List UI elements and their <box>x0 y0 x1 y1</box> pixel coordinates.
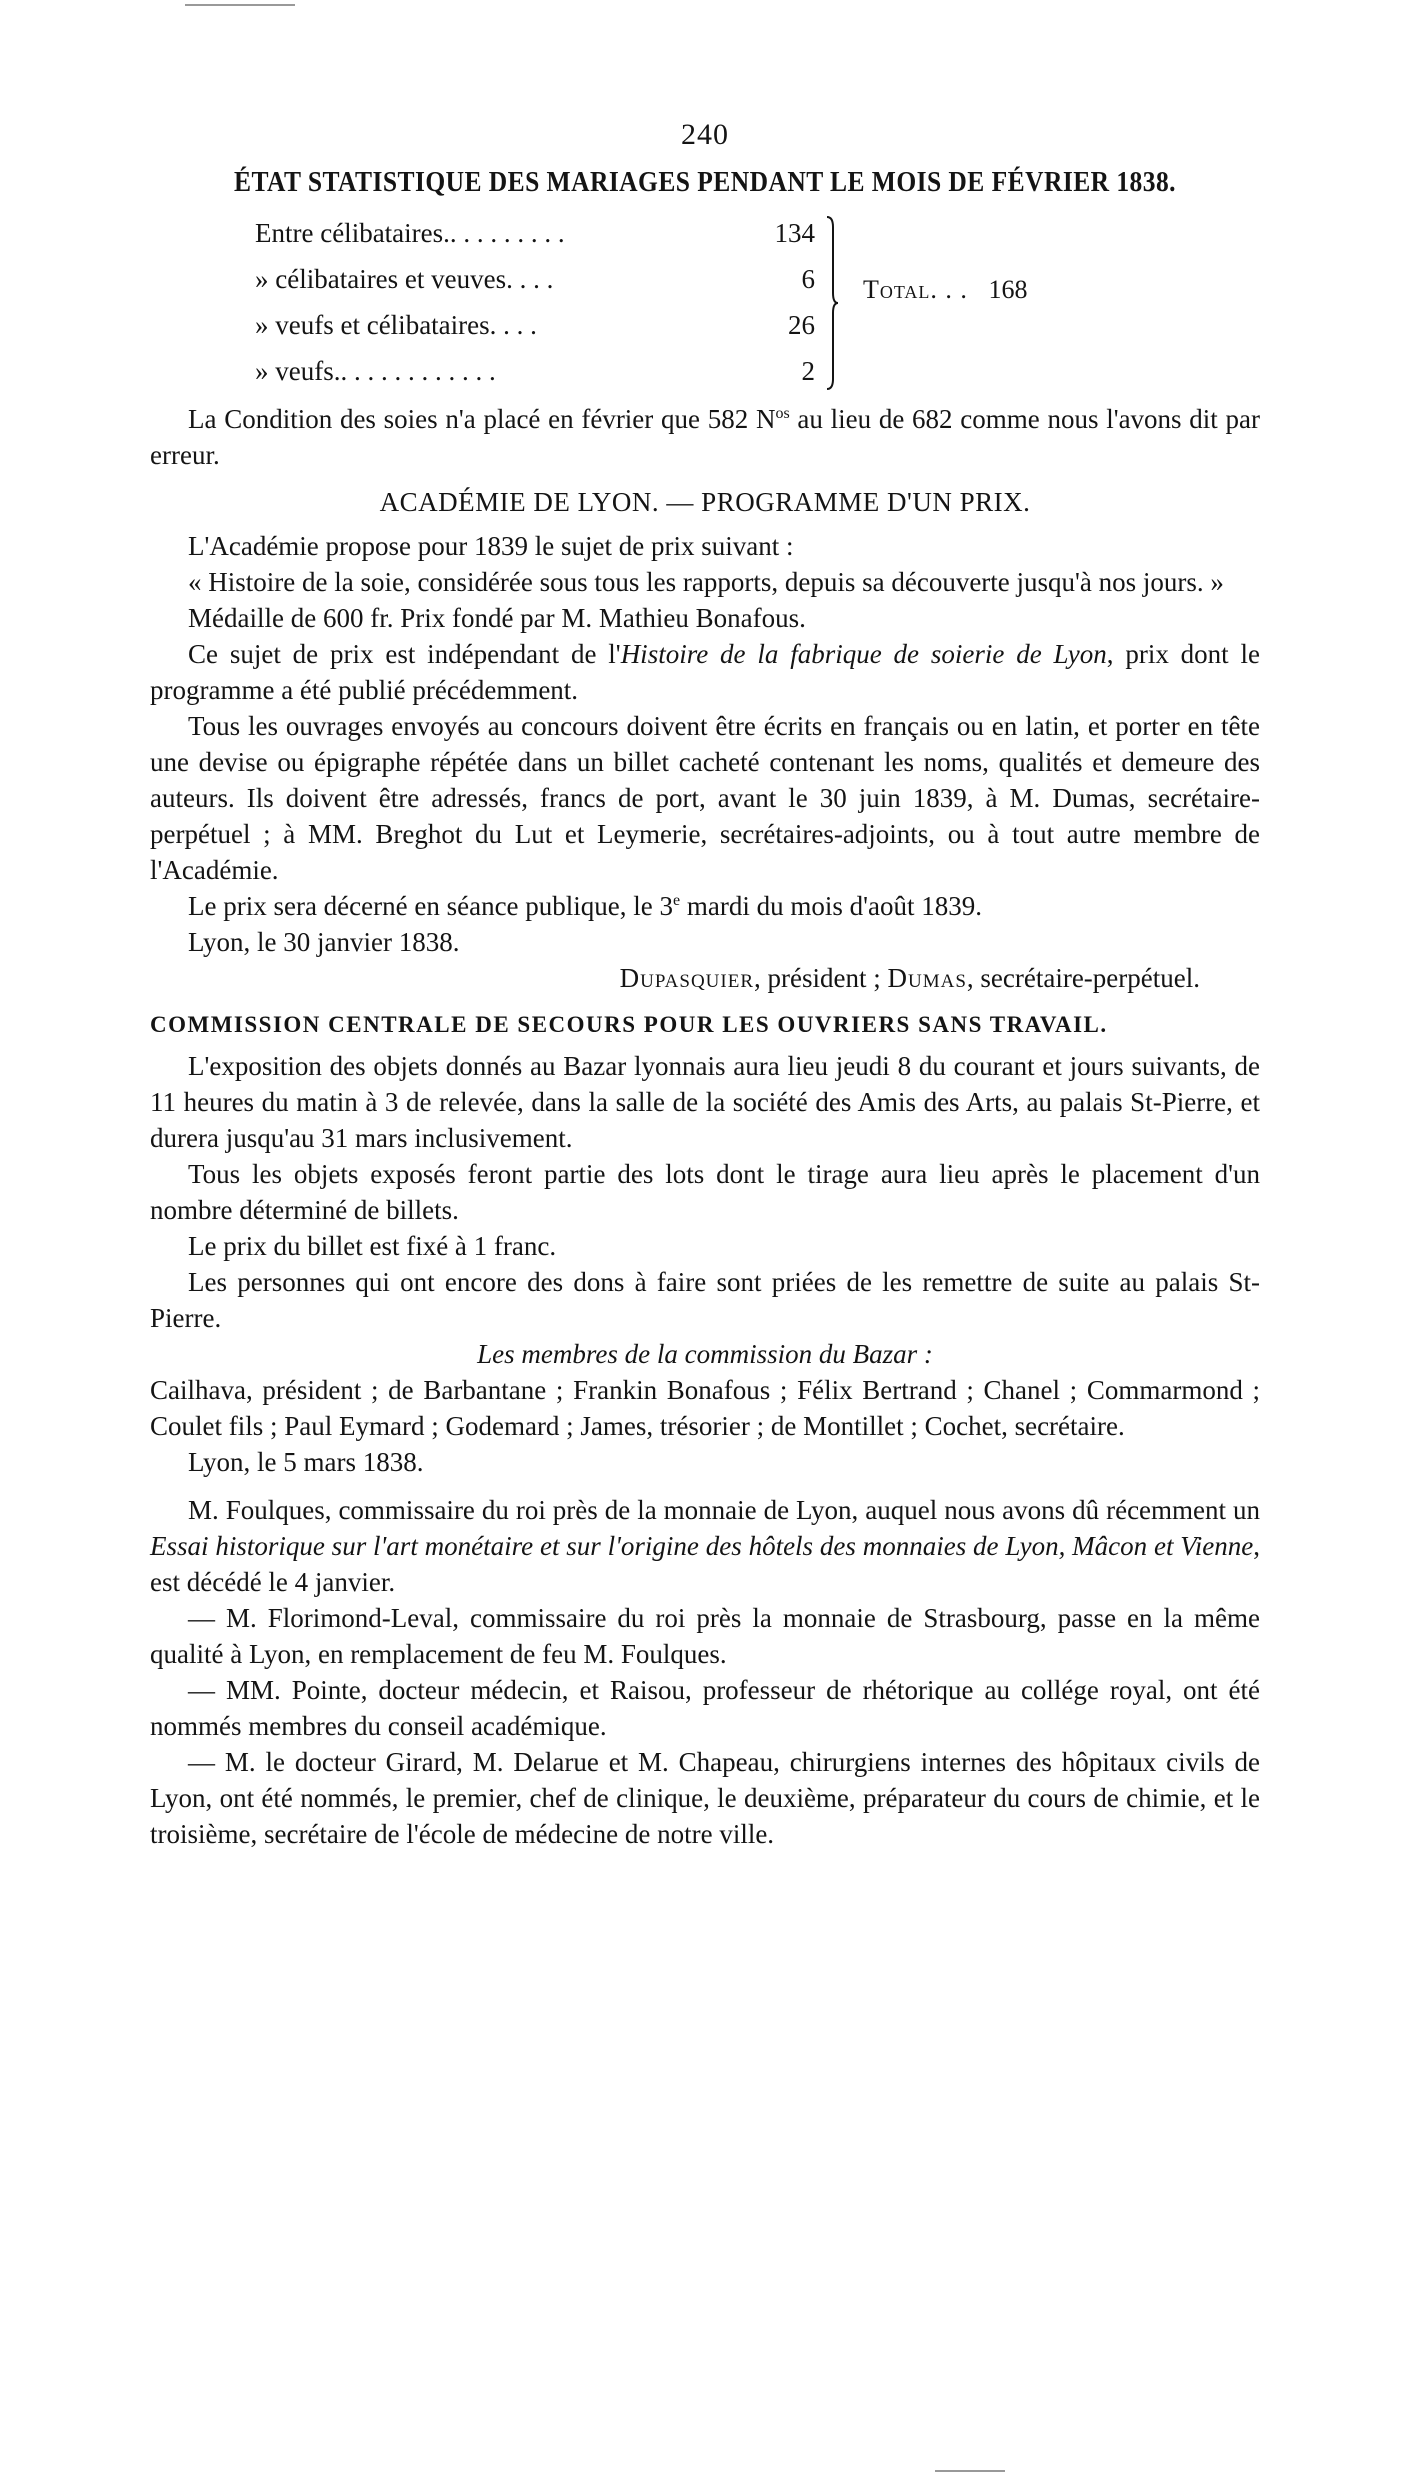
stats-row <box>255 211 815 255</box>
stats-row-value: 134 <box>774 218 815 248</box>
signature-role: , secrétaire-perpétuel. <box>966 963 1200 993</box>
page <box>150 100 1260 1852</box>
stats-row-label: » veufs et célibataires. . . . <box>255 310 537 340</box>
academie-paragraph: L'Académie propose pour 1839 le sujet de prix suivant : <box>188 531 794 561</box>
stats-row <box>255 303 815 347</box>
condition-text-a: La Condition des soies n'a placé en février que 582 N <box>188 404 776 434</box>
page-number: 240 <box>681 118 729 151</box>
academie-p6-sup: e <box>673 892 681 909</box>
academie-paragraph <box>150 636 1260 708</box>
academie-paragraph <box>150 888 1260 924</box>
scan-artifact-bottom <box>935 2470 1005 2472</box>
stats-row-label: Entre célibataires.. . . . . . . . . <box>255 218 565 248</box>
commission-paragraph: Tous les objets exposés feront partie des lots dont le tirage aura lieu après le placement d'un nombre déterminé de billets. <box>150 1159 1260 1225</box>
academie-signature <box>150 960 1260 996</box>
academie-heading: ACADÉMIE DE LYON. — PROGRAMME D'UN PRIX. <box>379 487 1031 517</box>
commission-heading: COMMISSION CENTRALE DE SECOURS POUR LES OUVRIERS SANS TRAVAIL. <box>150 1012 1108 1037</box>
news-p1-b: , est décédé le 4 janvier. <box>150 1531 1260 1597</box>
news-p1-a: M. Foulques, commissaire du roi près de la monnaie de Lyon, auquel nous avons dû récemment un <box>188 1495 1260 1525</box>
commission-date: Lyon, le 5 mars 1838. <box>188 1447 424 1477</box>
stats-total <box>863 275 1027 305</box>
commission-paragraph: Les personnes qui ont encore des dons à faire sont priées de les remettre de suite au palais St-Pierre. <box>150 1267 1260 1333</box>
academie-p4-b: , prix dont le programme a été publié précédemment. <box>150 639 1260 705</box>
stats-row-value: 26 <box>788 310 815 340</box>
news-paragraph: — M. Florimond-Leval, commissaire du roi près la monnaie de Strasbourg, passe en la même qualité à Lyon, en remplacement de feu M. Foulques. <box>150 1603 1260 1669</box>
brace-icon <box>825 215 839 391</box>
signature-role: , président ; <box>754 963 888 993</box>
commission-paragraph: L'exposition des objets donnés au Bazar lyonnais aura lieu jeudi 8 du courant et jours suivants, de 11 heures du matin à 3 de relevée, dans la salle de la société des Amis des Arts, au palais St-Pierre, et durera jusqu'au 31 mars inclusivement. <box>150 1051 1260 1153</box>
condition-note <box>150 401 1260 473</box>
news-paragraph <box>150 1492 1260 1600</box>
condition-sup: os <box>775 405 790 422</box>
stats-row <box>255 257 815 301</box>
academie-subject: « Histoire de la soie, considérée sous tous les rapports, depuis sa découverte jusqu'à nos jours. » <box>188 567 1224 597</box>
signature-name: Dumas <box>887 963 967 993</box>
stats-heading: ÉTAT STATISTIQUE DES MARIAGES PENDANT LE MOIS DE FÉVRIER 1838. <box>234 166 1176 198</box>
total-label: Total. . . <box>863 275 968 304</box>
academie-paragraph: Médaille de 600 fr. Prix fondé par M. Mathieu Bonafous. <box>188 603 806 633</box>
stats-row-value: 2 <box>801 356 815 386</box>
academie-p6-b: mardi du mois d'août 1839. <box>680 891 982 921</box>
stats-row-value: 6 <box>801 264 815 294</box>
signature-name: Dupasquier <box>619 963 754 993</box>
academie-p6-a: Le prix sera décerné en séance publique, le 3 <box>188 891 674 921</box>
commission-paragraph: Le prix du billet est fixé à 1 franc. <box>188 1231 557 1261</box>
academie-p4-italic: Histoire de la fabrique de soierie de Lyon <box>620 639 1107 669</box>
stats-row <box>255 349 815 393</box>
members-heading-text: Les membres de la commission du Bazar : <box>477 1339 933 1369</box>
commission-members-heading <box>150 1336 1260 1372</box>
stats-row-label: » veufs.. . . . . . . . . . . . <box>255 356 496 386</box>
stats-row-label: » célibataires et veuves. . . . <box>255 264 554 294</box>
academie-date: Lyon, le 30 janvier 1838. <box>188 927 460 957</box>
marriage-stats-table <box>255 211 1205 401</box>
news-paragraph: — M. le docteur Girard, M. Delarue et M. Chapeau, chirurgiens internes des hôpitaux civils de Lyon, ont été nommés, le premier, chef de clinique, le deuxième, préparateur du cours de chimie, et le troisième, secrétaire de l'école de médecine de notre ville. <box>150 1747 1260 1849</box>
scan-artifact-top <box>185 4 295 6</box>
condition-text-b: au lieu de 682 comme nous l'avons dit par erreur. <box>150 404 1260 470</box>
news-p1-italic: Essai historique sur l'art monétaire et sur l'origine des hôtels des monnaies de Lyon, Mâcon et Vienne <box>150 1531 1254 1561</box>
commission-members: Cailhava, président ; de Barbantane ; Frankin Bonafous ; Félix Bertrand ; Chanel ; Commarmond ; Coulet fils ; Paul Eymard ; Godemard ; James, trésorier ; de Montillet ; Cochet, secrétaire. <box>150 1375 1260 1441</box>
academie-paragraph: Tous les ouvrages envoyés au concours doivent être écrits en français ou en latin, et porter en tête une devise ou épigraphe répétée dans un billet cacheté contenant les noms, qualités et demeure des auteurs. Ils doivent être adressés, francs de port, avant le 30 juin 1839, à M. Dumas, secrétaire-perpétuel ; à MM. Breghot du Lut et Leymerie, secrétaires-adjoints, ou à tout autre membre de l'Académie. <box>150 711 1260 885</box>
academie-p4-a: Ce sujet de prix est indépendant de l' <box>188 639 621 669</box>
section-gap <box>150 1480 1260 1492</box>
total-value: 168 <box>988 275 1028 304</box>
news-paragraph: — MM. Pointe, docteur médecin, et Raisou, professeur de rhétorique au collége royal, ont été nommés membres du conseil académique. <box>150 1675 1260 1741</box>
